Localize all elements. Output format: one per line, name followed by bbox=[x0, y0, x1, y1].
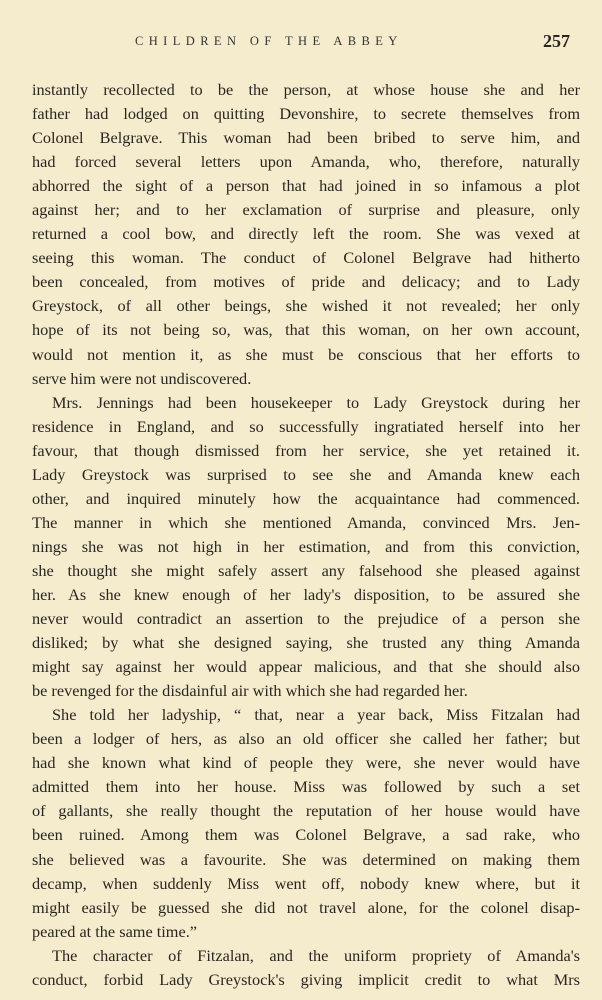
text-line: never would contradict an assertion to the prejudice of a person she bbox=[32, 609, 580, 629]
text-line: had she known what kind of people they were, she never would have bbox=[32, 753, 580, 773]
text-line: had forced several letters upon Amanda, who, therefore, naturally bbox=[32, 152, 580, 172]
text-line: would not mention it, as she must be conscious that her efforts to bbox=[32, 344, 580, 364]
text-line: been concealed, from motives of pride and delicacy; and to Lady bbox=[32, 272, 580, 292]
text-line: might easily be guessed she did not travel alone, for the colonel disap- bbox=[32, 897, 580, 917]
text-line: of gallants, she really thought the reputation of her house would have bbox=[32, 801, 580, 821]
text-line: might say against her would appear malicious, and that she should also bbox=[32, 657, 580, 677]
text-line: Lady Greystock was surprised to see she and Amanda knew each bbox=[32, 464, 580, 484]
text-line: instantly recollected to be the person, at whose house she and her bbox=[32, 80, 580, 99]
text-line: hope of its not being so, was, that this woman, on her own account, bbox=[32, 320, 580, 340]
text-line: The character of Fitzalan, and the uniform propriety of Amanda's bbox=[52, 945, 580, 965]
text-line: been a lodger of hers, as also an old officer she called her father; but bbox=[32, 729, 580, 749]
text-line: She told her ladyship, “ that, near a year back, Miss Fitzalan had bbox=[52, 705, 580, 725]
text-line: serve him were not undiscovered. bbox=[32, 368, 252, 388]
text-line: seeing this woman. The conduct of Colonel Belgrave had hitherto bbox=[32, 248, 580, 268]
text-line: be revenged for the disdainful air with which she had regarded her. bbox=[32, 681, 468, 701]
text-line: conduct, forbid Lady Greystock's giving implicit credit to what Mrs bbox=[32, 969, 580, 989]
text-line: decamp, when suddenly Miss went off, nobody knew where, but it bbox=[32, 873, 580, 893]
text-line: her. As she knew enough of her lady's disposition, to be assured she bbox=[32, 584, 580, 604]
text-line: been ruined. Among them was Colonel Belgrave, a sad rake, who bbox=[32, 825, 580, 845]
text-line: Colonel Belgrave. This woman had been bribed to serve him, and bbox=[32, 128, 580, 148]
text-line: residence in England, and so successfully ingratiated herself into her bbox=[32, 416, 580, 436]
running-head: CHILDREN OF THE ABBEY bbox=[135, 34, 403, 48]
text-line: Mrs. Jennings had been housekeeper to Lady Greystock during her bbox=[52, 392, 580, 412]
text-line: she believed was a favourite. She was determined on making them bbox=[32, 849, 580, 869]
text-line: other, and inquired minutely how the acquaintance had commenced. bbox=[32, 488, 580, 508]
text-line: The manner in which she mentioned Amanda, convinced Mrs. Jen- bbox=[32, 512, 580, 532]
body-text bbox=[32, 78, 580, 992]
text-line: returned a cool bow, and directly left the room. She was vexed at bbox=[32, 224, 580, 244]
text-line: admitted them into her house. Miss was followed by such a set bbox=[32, 777, 580, 797]
text-line: favour, that though dismissed from her service, she yet retained it. bbox=[32, 440, 580, 460]
text-line: nings she was not high in her estimation, and from this conviction, bbox=[32, 536, 580, 556]
text-line: abhorred the sight of a person that had joined in so infamous a plot bbox=[32, 176, 580, 196]
text-line: against her; and to her exclamation of surprise and pleasure, only bbox=[32, 200, 580, 220]
text-line: she thought she might safely assert any falsehood she pleased against bbox=[32, 560, 580, 580]
text-line: Greystock, of all other beings, she wished it not revealed; her only bbox=[32, 296, 580, 316]
text-line: peared at the same time.” bbox=[32, 921, 197, 941]
text-line: disliked; by what she designed saying, she trusted any thing Amanda bbox=[32, 633, 580, 653]
text-line: father had lodged on quitting Devonshire, to secrete themselves from bbox=[32, 104, 580, 124]
page-header bbox=[0, 31, 602, 56]
page-number: 257 bbox=[543, 31, 570, 51]
